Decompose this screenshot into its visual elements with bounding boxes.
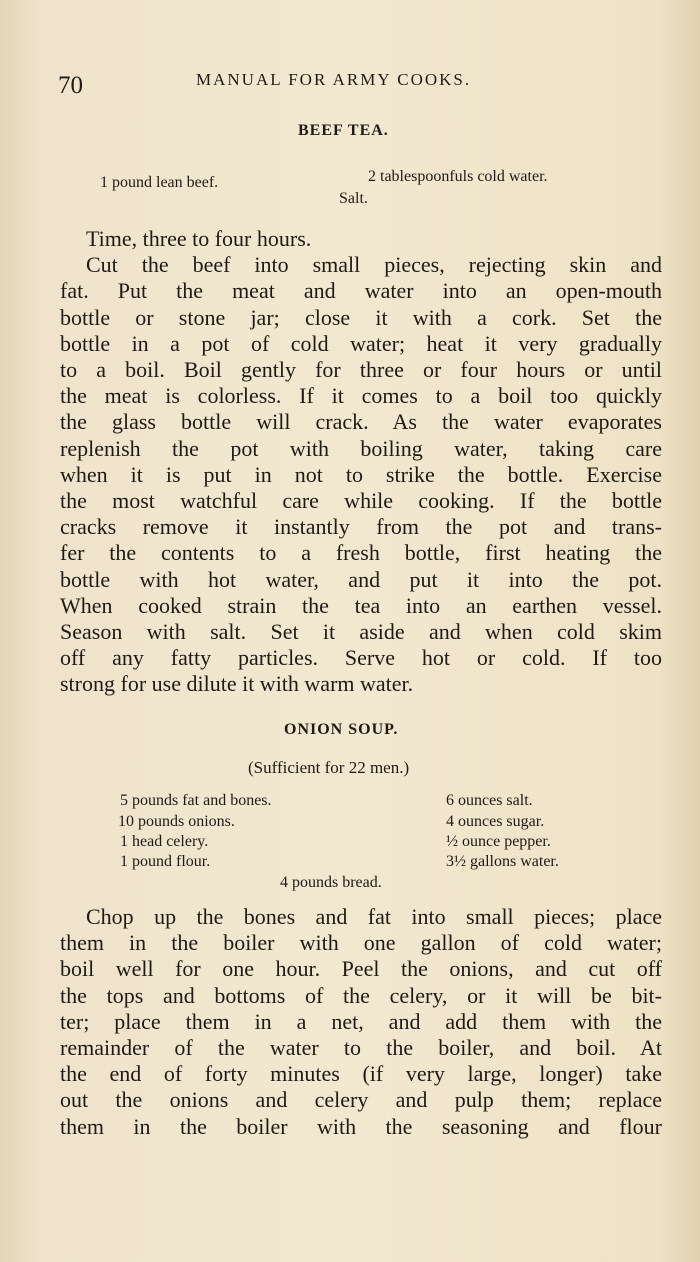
text-line: boil well for one hour. Peel the onions, and cut off [60,956,662,982]
onion-soup-title: ONION SOUP. [284,721,399,738]
text-line: Time, three to four hours. [86,226,312,251]
text-line: remainder of the water to the boiler, and boil. At [60,1035,662,1061]
beef-tea-title: BEEF TEA. [298,122,389,139]
text-line: them in the boiler with one gallon of cold water; [60,930,662,956]
beef-tea-ingredient: 1 pound lean beef. [100,174,219,191]
onion-soup-instructions [60,904,662,1140]
onion-soup-ingredient: 4 ounces sugar. [446,813,545,830]
text-line: to a boil. Boil gently for three or four hours or until [60,357,662,383]
onion-soup-ingredient: 1 head celery. [120,833,209,850]
text-line: when it is put in not to strike the bottle. Exercise [60,461,662,487]
text-line: the tops and bottoms of the celery, or it will be bit- [60,982,662,1008]
onion-soup-ingredient: ½ ounce pepper. [446,833,551,850]
onion-soup-ingredient: 5 pounds fat and bones. [120,792,272,809]
beef-tea-ingredient: 2 tablespoonfuls cold water. [368,168,548,185]
text-line: Season with salt. Set it aside and when cold skim [60,619,662,645]
text-line: strong for use dilute it with warm water. [60,671,414,697]
text-line: out the onions and celery and pulp them; replace [60,1087,662,1113]
text-line: replenish the pot with boiling water, taking care [60,435,662,461]
text-line: Chop up the bones and fat into small pieces; place [86,904,662,929]
text-line: bottle or stone jar; close it with a cork. Set the [60,304,662,330]
text-line: the end of forty minutes (if very large, longer) take [60,1061,662,1087]
onion-soup-ingredient: 3½ gallons water. [446,853,559,870]
page-number: 70 [58,72,83,99]
text-line: bottle in a pot of cold water; heat it very gradually [60,330,662,356]
onion-soup-ingredient: 1 pound flour. [120,853,211,870]
onion-soup-serving-note: (Sufficient for 22 men.) [248,758,410,777]
text-line: off any fatty particles. Serve hot or cold. If too [60,645,662,671]
onion-soup-ingredient: 6 ounces salt. [446,792,533,809]
text-line: cracks remove it instantly from the pot and trans- [60,514,662,540]
text-line: fer the contents to a fresh bottle, first heating the [60,540,662,566]
text-line: fat. Put the meat and water into an open-mouth [60,278,662,304]
text-line: the most watchful care while cooking. If the bottle [60,488,662,514]
text-line: When cooked strain the tea into an earthen vessel. [60,592,662,618]
text-line: the glass bottle will crack. As the water evaporates [60,409,662,435]
onion-soup-ingredient: 10 pounds onions. [118,813,235,830]
onion-soup-ingredient: 4 pounds bread. [280,874,382,891]
text-line: ter; place them in a net, and add them with the [60,1008,662,1034]
beef-tea-ingredient: Salt. [339,190,368,207]
text-line: them in the boiler with the seasoning and flour [60,1113,662,1139]
text-line: the meat is colorless. If it comes to a boil too quickly [60,383,662,409]
text-line: Cut the beef into small pieces, rejecting skin and [86,252,662,278]
text-line: bottle with hot water, and put it into the pot. [60,566,662,592]
running-head: MANUAL FOR ARMY COOKS. [196,70,472,89]
beef-tea-instructions [60,226,662,698]
